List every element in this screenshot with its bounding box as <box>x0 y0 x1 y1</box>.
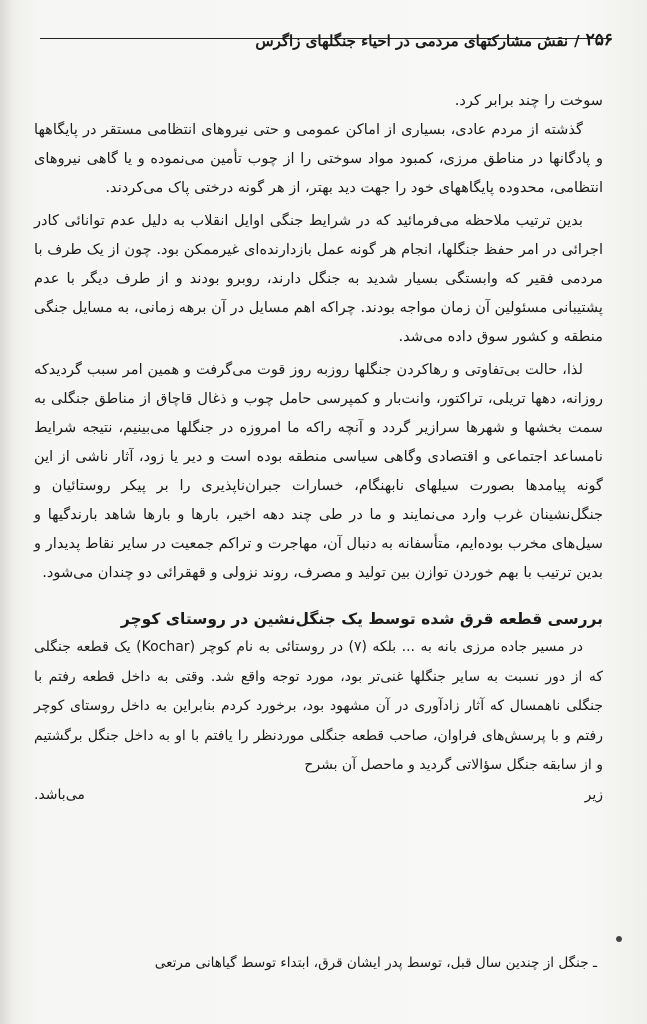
header-rule <box>40 38 611 39</box>
paragraph-1: گذشته از مردم عادی، بسیاری از اماکن عمومی و حتی نیروهای انتظامی مستقر در پایگاهها و پادگانها در مناطق مرزی، کمبود مواد سوختی را از چوب تأمین می‌نموده و یا گاهی نیروهای انتظامی، محدوده پایگاههای خود را جهت دید بهتر، از هر گونه درختی پاک می‌کردند. <box>34 121 603 196</box>
section-last-word: زیر <box>584 786 603 803</box>
paragraph-2: بدین ترتیب ملاحظه می‌فرمائید که در شرایط جنگی اوایل انقلاب به دلیل عدم توانائی کادر اجرائی در امر حفظ جنگلها، انجام هر گونه عمل بازدارنده‌ای غیرممکن بود. چون از یک طرف با مردمی فقیر که وابستگی بسیار شدید به جنگل دارند، روبرو بودند و از طرف دیگر با عدم پشتیبانی مسئولین آن زمان مواجه بودند. چراکه اهم مسایل در آن برهه زمانی، به مسایل جنگی منطقه و کشور سوق داده می‌شد. <box>34 212 603 345</box>
paragraph-3: لذا، حالت بی‌تفاوتی و رهاکردن جنگلها روزبه روز قوت می‌گرفت و همین امر سبب گردیدکه روزانه، دهها تریلی، تراکتور، وانت‌بار و کمپرسی حامل چوب و ذغال قاچاق از مناطق جنگلی به سمت بخشها و شهرها سرازیر گردد و آنچه راکه ما امروزه در جنگلها می‌بینیم، نتیجه شرایط نامساعد اجتماعی و اقتصادی وگاهی سیاسی منطقه بوده است و دیر یا زود، آثار ناشی از این گونه پیامدها بصورت سیلهای نابهنگام، خسارات جبران‌ناپذیری را بر پیکر روستائیان و جنگل‌نشینان غرب وارد می‌نمایند و ما در طی چند دهه اخیر، بارها و بارها شاهد بارندگیها و سیل‌های مخرب بوده‌ایم، متأسفانه به دنبال آن، مهاجرت و تراکم جمعیت در سایر نقاط پدیدار و بدین ترتیب با بهم خوردن توازن بین تولید و مصرف، روند نزولی و قهقرائی دو چندان می‌شود. <box>34 361 603 581</box>
section-paragraph <box>34 633 603 810</box>
section-title: بررسی قطعه قرق شده توسط یک جنگل‌نشین در روستای کوچر <box>120 610 603 628</box>
section-text: در مسیر جاده مرزی بانه به ... بلکه (۷) در روستائی به نام کوچر (Kochar) یک قطعه جنگلی که از دور نسبت به سایر جنگلها غنی‌تر بود، مورد توجه واقع شد. وقتی به داخل قطعه رفتم با جنگلی ناهمسال که آثار زادآوری در آن مشهود بود، برخورد کردم بنابراین به داخل روستای کوچر رفتم و با پرسش‌های فراوان، صاحب قطعه جنگلی موردنظر را یافتم با او به داخل جنگل برگشتیم و از سابقه جنگل سؤالاتی گردید و ماحصل آن بشرح <box>34 639 603 773</box>
list-item: ـ جنگل از چندین سال قبل، توسط پدر ایشان قرق، ابتداء توسط گیاهانی مرتعی <box>154 955 597 971</box>
page-number: ۲۵۶ <box>585 30 613 50</box>
scan-shadow <box>0 0 14 1024</box>
page-body <box>34 86 603 810</box>
page-header <box>36 30 613 52</box>
header-separator: / <box>574 32 580 50</box>
running-title: نقش مشارکتهای مردمی در احیاء جنگلهای زاگرس <box>255 32 569 50</box>
paragraph-0: سوخت را چند برابر کرد. <box>454 92 603 109</box>
margin-dot <box>616 936 622 942</box>
section-last-verb: می‌باشد. <box>34 786 85 803</box>
section-last-line <box>34 781 603 811</box>
